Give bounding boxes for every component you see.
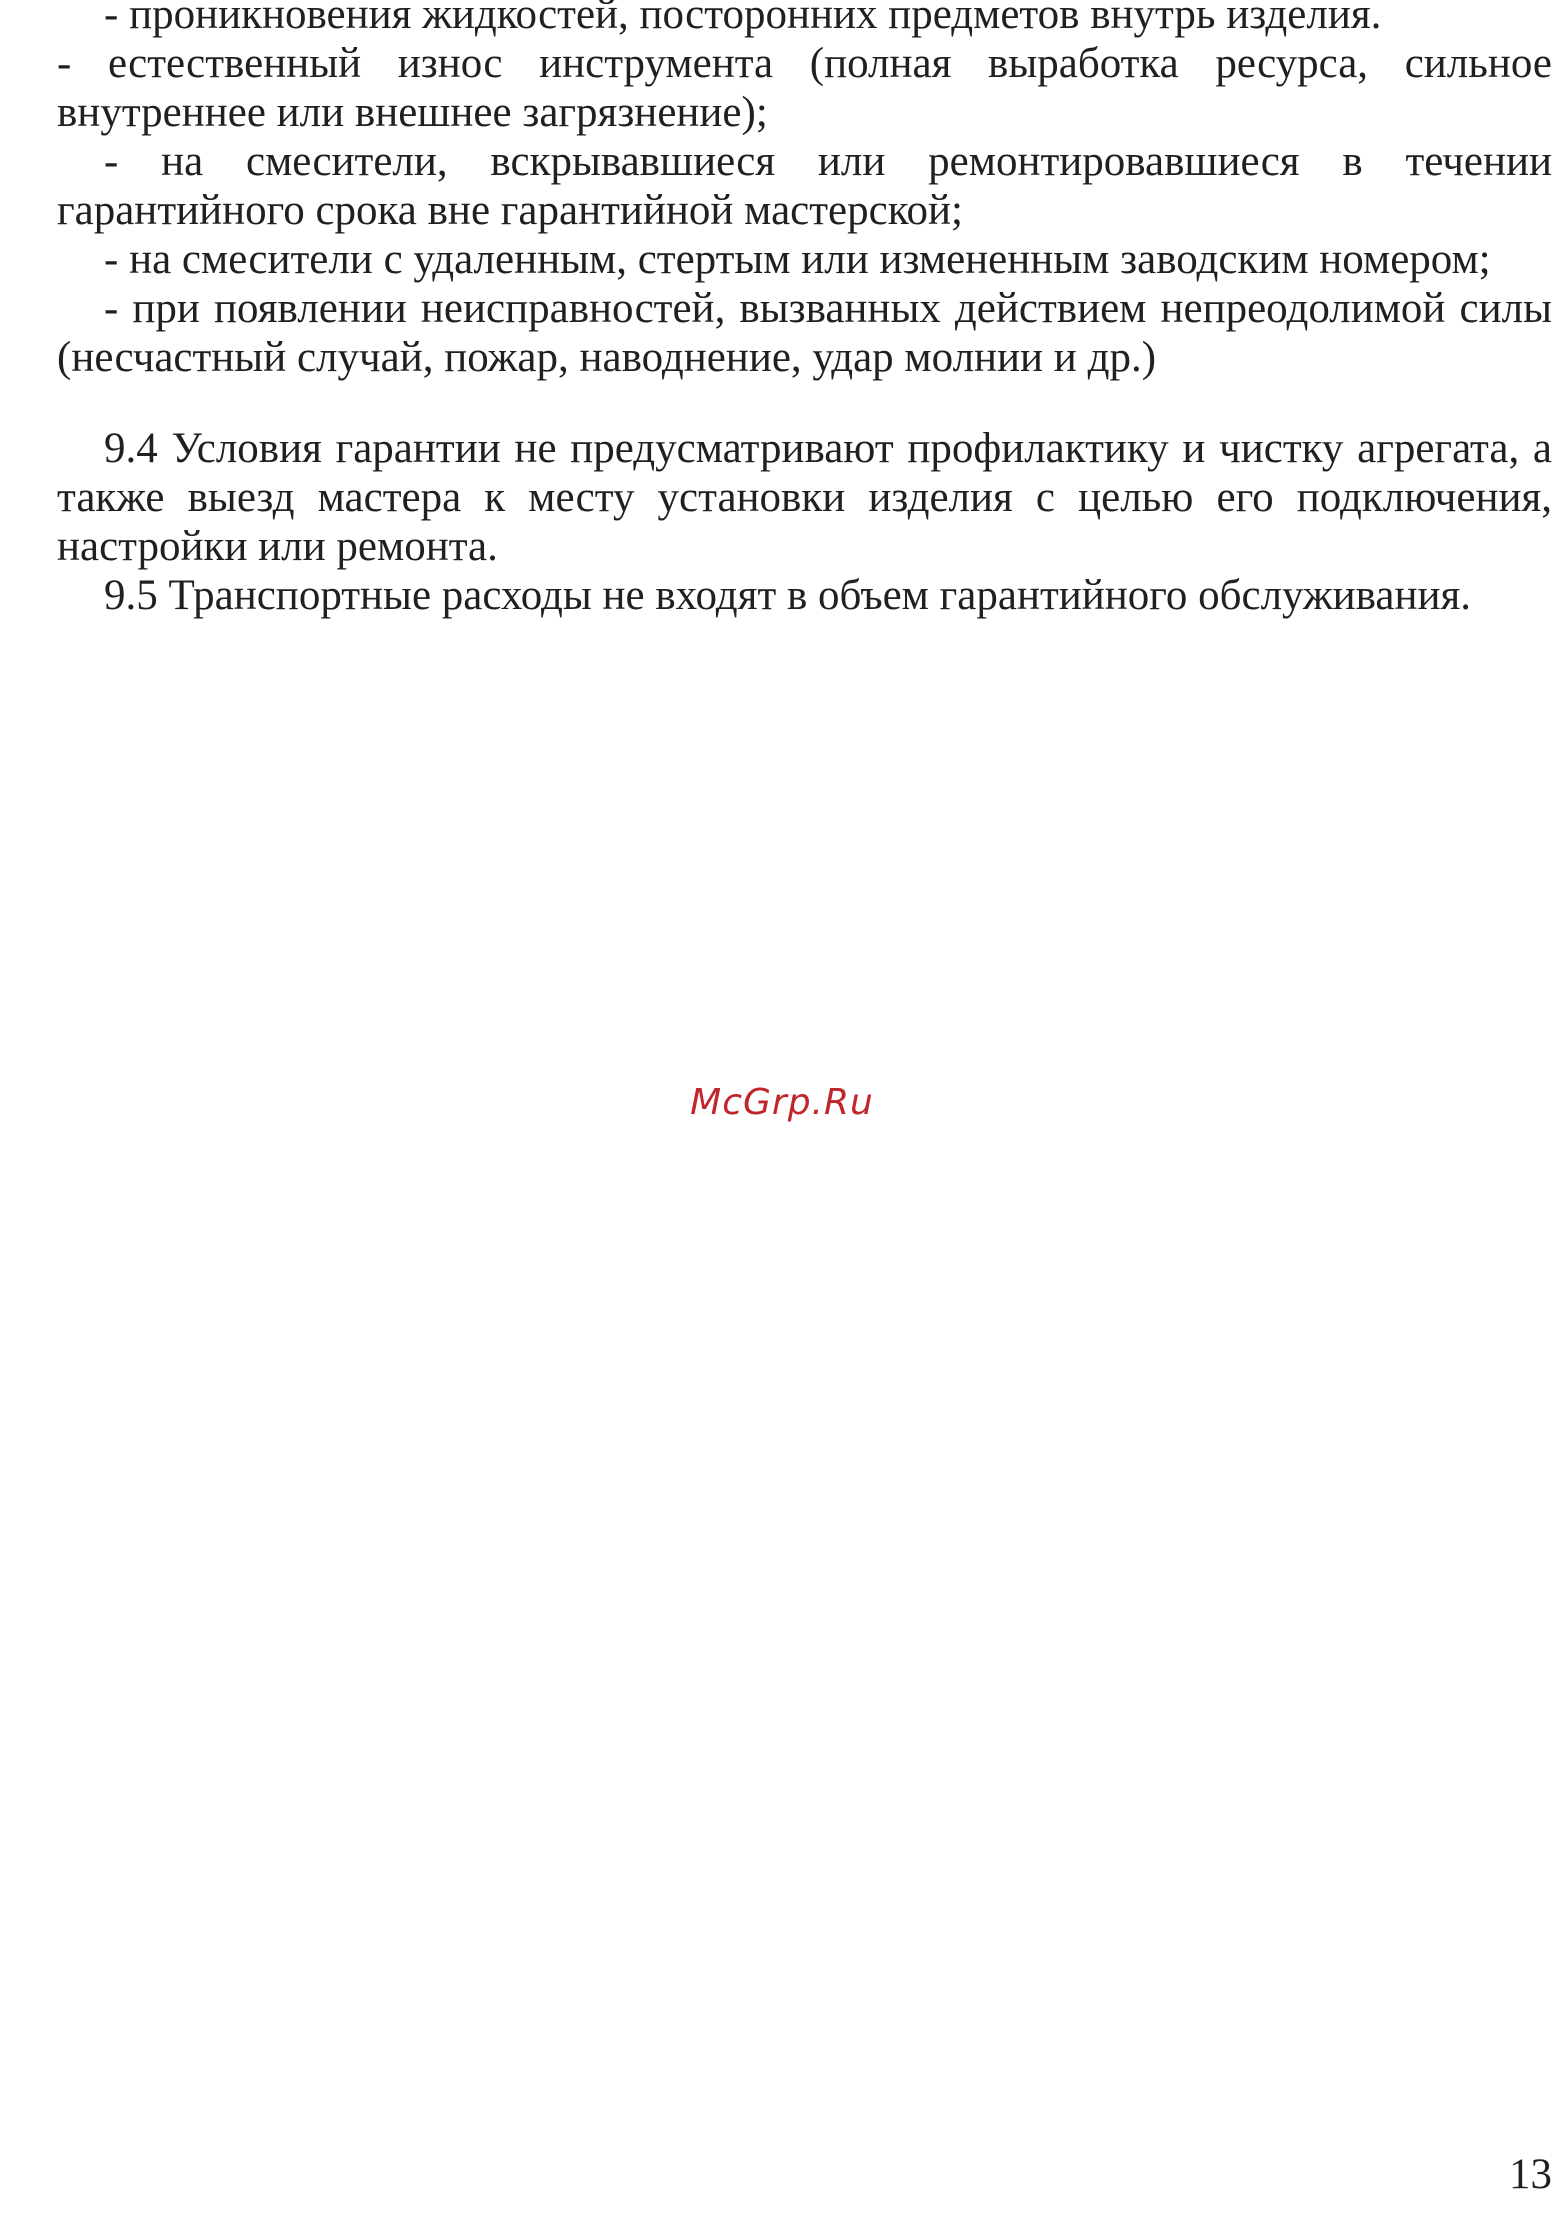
paragraph-9-4: 9.4 Условия гарантии не предусматривают профилактику и чистку агрегата, а также выезд мастера к месту установки изделия с целью его подключения, настройки или ремонта. [57,425,1552,570]
body-text [57,0,1552,620]
paragraph-9-5: 9.5 Транспортные расходы не входят в объем гарантийного обслуживания. [104,572,1472,619]
watermark-logo: McGrp.Ru [690,1082,874,1123]
page-number: 13 [1509,2151,1552,2198]
paragraph-liquid-ingress: - проникновения жидкостей, посторонних предметов внутрь изделия. [104,0,1382,38]
paragraph-natural-wear: - естественный износ инструмента (полная выработка ресурса, сильное внутреннее или внешнее загрязнение); [57,40,1552,136]
paragraph-serial-number: - на смесители с удаленным, стертым или измененным заводским номером; [104,236,1491,283]
paragraph-force-majeure: - при появлении неисправностей, вызванных действием непреодолимой силы (несчастный случай, пожар, наводнение, удар молнии и др.) [57,285,1552,381]
paragraph-spacer [57,382,1552,424]
paragraph-opened-mixers: - на смесители, вскрывавшиеся или ремонтировавшиеся в течении гарантийного срока вне гарантийной мастерской; [57,138,1552,234]
